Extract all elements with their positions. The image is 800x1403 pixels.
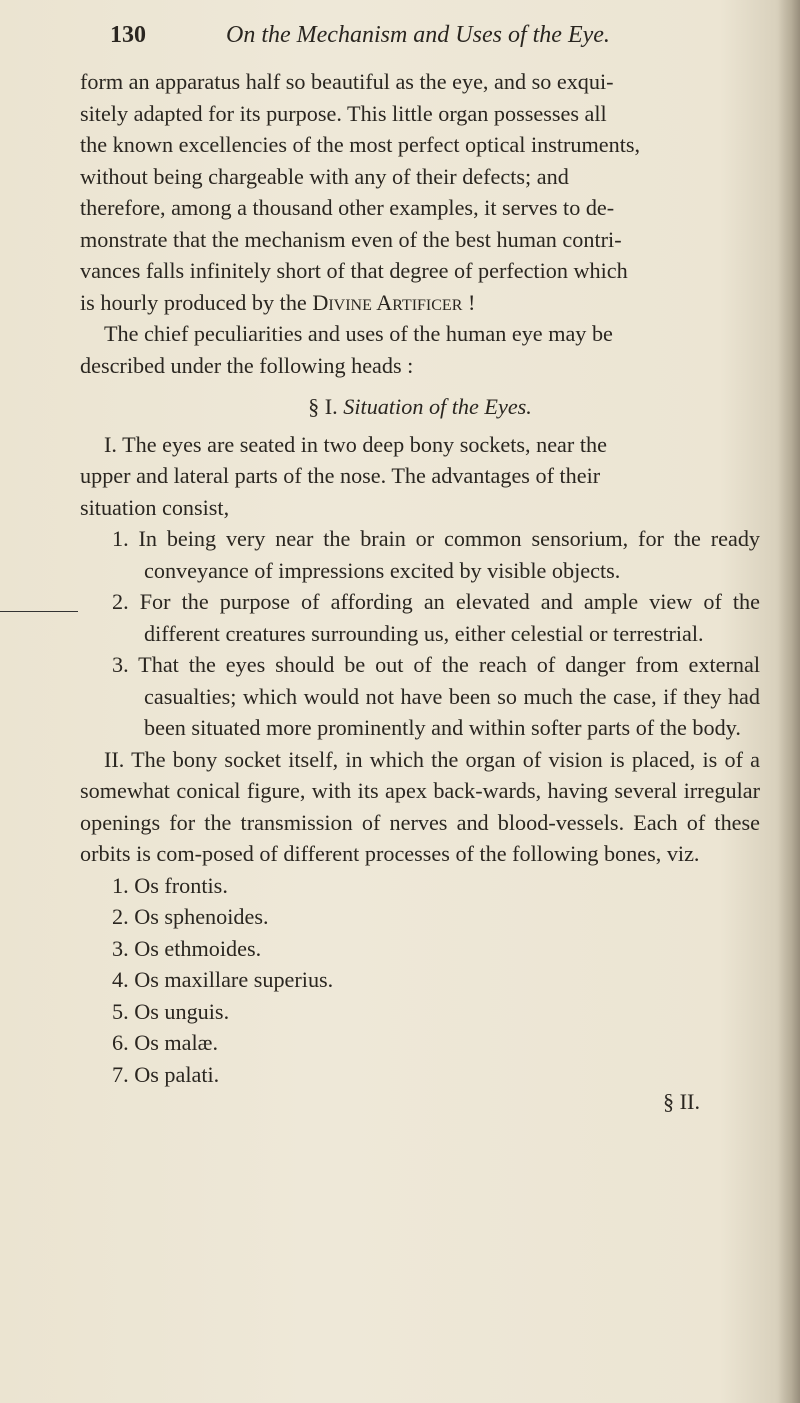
paragraph-two: II. The bony socket itself, in which the organ of vision is placed, is of a somewhat conical figure, with its apex back-wards, having several irregular openings for the transmission of nerves and blood-vessels. Each of these orbits is com-posed of different processes of the following bones, viz. <box>80 746 760 866</box>
list-item: 5. Os unguis. <box>112 998 230 1024</box>
intro-line <box>80 287 760 319</box>
point-number: 1. <box>112 526 129 551</box>
point-text: In being very near the brain or common sensorium, for the ready conveyance of impressions excited by visible objects. <box>138 526 761 583</box>
para-line: situation consist, <box>80 494 230 520</box>
bone-list <box>112 870 760 1091</box>
list-item: 3. Os ethmoides. <box>112 935 262 961</box>
intro-text: ! <box>462 289 476 315</box>
list-item <box>112 586 760 649</box>
margin-mark <box>0 611 78 612</box>
page-content <box>80 22 760 1118</box>
intro-text: is hourly produced by the <box>80 289 313 315</box>
intro-paragraph <box>80 66 760 318</box>
running-title: On the Mechanism and Uses of the Eye. <box>226 22 610 48</box>
point-text: That the eyes should be out of the reach of danger from external casualties; which would not have been so much the case, if they had been situated more prominently and within softer parts of the body. <box>138 652 760 740</box>
list-item: 1. Os frontis. <box>112 872 228 898</box>
para-line: I. The eyes are seated in two deep bony sockets, near the <box>104 431 607 457</box>
section-mark: § I. <box>308 394 338 419</box>
body-text <box>80 66 760 1118</box>
point-text: For the purpose of affording an elevated and ample view of the different creatures surrounding us, either celestial or terrestrial. <box>139 589 760 646</box>
intro-line: the known excellencies of the most perfect optical instruments, <box>80 132 641 157</box>
list-item: 6. Os malæ. <box>112 1030 219 1055</box>
list-item: 7. Os palati. <box>112 1061 220 1087</box>
list-item <box>112 649 760 744</box>
point-number: 3. <box>112 652 129 677</box>
intro-line: form an apparatus half so beautiful as the eye, and so exqui- <box>80 69 614 94</box>
intro-line: monstrate that the mechanism even of the best human contri- <box>80 226 622 252</box>
lead-line: described under the following heads : <box>80 352 414 378</box>
divine-artificer: Divine Artificer <box>312 289 463 315</box>
page-shadow-edge <box>778 0 800 1403</box>
lead-paragraph <box>80 318 760 381</box>
paragraph-one <box>80 429 760 524</box>
intro-line: vances falls infinitely short of that degree of perfection which <box>80 258 628 283</box>
list-item: 2. Os sphenoides. <box>112 904 269 929</box>
point-number: 2. <box>112 589 129 614</box>
intro-line: without being chargeable with any of their defects; and <box>80 163 569 189</box>
catchword: § II. <box>663 1089 700 1114</box>
section-title: Situation of the Eyes. <box>343 394 532 419</box>
intro-line: therefore, among a thousand other examples, it serves to de- <box>80 195 615 220</box>
list-item <box>112 523 760 586</box>
page-number: 130 <box>110 22 146 48</box>
intro-line: sitely adapted for its purpose. This little organ possesses all <box>80 100 607 126</box>
lead-line: The chief peculiarities and uses of the human eye may be <box>104 321 613 346</box>
point-list <box>80 523 760 744</box>
list-item: 4. Os maxillare superius. <box>112 967 334 992</box>
para-line: upper and lateral parts of the nose. The advantages of their <box>80 463 601 488</box>
section-heading <box>80 391 760 423</box>
page-header <box>80 22 760 62</box>
